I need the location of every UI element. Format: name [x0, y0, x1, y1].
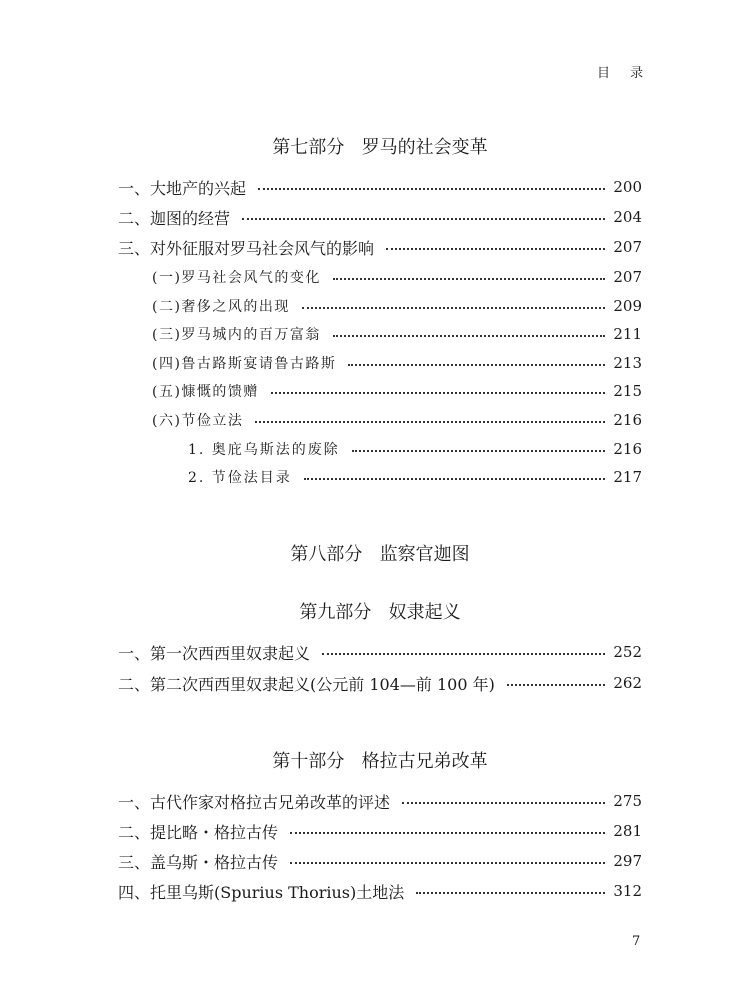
toc-entry-page: 211 — [613, 325, 642, 343]
part-title: 第十部分 格拉古兄弟改革 — [272, 751, 488, 772]
dot-leader — [304, 478, 606, 480]
toc-entry-page: 297 — [613, 852, 642, 870]
dot-leader — [402, 802, 605, 804]
toc-entry-label: 二、提比略・格拉古传 — [118, 822, 279, 842]
toc-entry-page: 207 — [613, 268, 642, 286]
toc-entry[interactable] — [118, 789, 642, 813]
toc-entry-page: 252 — [613, 643, 642, 661]
toc-entry-label: (一)罗马社会风气的变化 — [152, 270, 321, 286]
toc-entry-page: 213 — [613, 354, 642, 372]
part-title: 第七部分 罗马的社会变革 — [272, 137, 488, 158]
dot-leader — [242, 218, 605, 220]
toc-entry[interactable] — [118, 671, 642, 695]
running-head: 目 录 — [597, 66, 652, 81]
toc-entry[interactable] — [118, 235, 642, 259]
toc-entry-label: 三、对外征服对罗马社会风气的影响 — [118, 238, 375, 258]
toc-entry-page: 275 — [613, 792, 642, 810]
dot-leader — [271, 392, 605, 394]
part-title: 第八部分 监察官迦图 — [290, 544, 470, 565]
toc-subsubentry[interactable] — [188, 437, 642, 461]
toc-entry-page: 216 — [613, 440, 642, 458]
toc-subentry[interactable] — [152, 379, 642, 403]
dot-leader — [352, 450, 606, 452]
dot-leader — [290, 832, 605, 834]
toc-entry-label: (三)罗马城内的百万富翁 — [152, 327, 321, 343]
toc-entry-page: 207 — [613, 238, 642, 256]
dot-leader — [290, 862, 605, 864]
toc-entry-label: 一、第一次西西里奴隶起义 — [118, 643, 311, 663]
toc-entry-label: 2. 节俭法目录 — [188, 470, 292, 486]
toc-entry-label: (六)节俭立法 — [152, 413, 244, 429]
toc-entry-label: (五)慷慨的馈赠 — [152, 384, 259, 400]
dot-leader — [255, 421, 605, 423]
toc-entry-page: 217 — [613, 468, 642, 486]
toc-subentry[interactable] — [152, 265, 642, 289]
toc-entry-page: 215 — [613, 382, 642, 400]
toc-subentry[interactable] — [152, 408, 642, 432]
page-number: 7 — [632, 934, 641, 949]
toc-entry-page: 209 — [613, 297, 642, 315]
toc-entry-label: 1. 奥庇乌斯法的废除 — [188, 442, 340, 458]
toc-entry-label: (四)鲁古路斯宴请鲁古路斯 — [152, 356, 337, 372]
toc-entry-page: 262 — [613, 674, 642, 692]
toc-entry-page: 312 — [613, 882, 642, 900]
toc-entry-page: 281 — [613, 822, 642, 840]
dot-leader — [302, 307, 605, 309]
toc-entry[interactable] — [118, 879, 642, 903]
toc-subsubentry[interactable] — [188, 465, 642, 489]
dot-leader — [322, 653, 605, 655]
toc-entry-label: 二、第二次西西里奴隶起义(公元前 104—前 100 年) — [118, 674, 495, 694]
toc-entry[interactable] — [118, 819, 642, 843]
part-title: 第九部分 奴隶起义 — [299, 602, 461, 623]
toc-entry-page: 204 — [613, 208, 642, 226]
toc-entry-label: 二、迦图的经营 — [118, 208, 231, 228]
toc-entry-label: 一、古代作家对格拉古兄弟改革的评述 — [118, 792, 391, 812]
toc-entry-page: 200 — [613, 178, 642, 196]
dot-leader — [386, 248, 605, 250]
dot-leader — [333, 278, 605, 280]
toc-entry-label: (二)奢侈之风的出现 — [152, 299, 290, 315]
toc-entry-label: 三、盖乌斯・格拉古传 — [118, 852, 279, 872]
toc-entry[interactable] — [118, 640, 642, 664]
dot-leader — [333, 335, 605, 337]
toc-subentry[interactable] — [152, 351, 642, 375]
toc-entry[interactable] — [118, 175, 642, 199]
toc-entry[interactable] — [118, 849, 642, 873]
toc-entry-page: 216 — [613, 411, 642, 429]
dot-leader — [348, 364, 605, 366]
toc-subentry[interactable] — [152, 322, 642, 346]
toc-entry-label: 四、托里乌斯(Spurius Thorius)土地法 — [118, 882, 405, 902]
dot-leader — [507, 684, 606, 686]
toc-entry[interactable] — [118, 205, 642, 229]
toc-entry-label: 一、大地产的兴起 — [118, 178, 247, 198]
toc-subentry[interactable] — [152, 294, 642, 318]
dot-leader — [416, 892, 605, 894]
dot-leader — [258, 188, 605, 190]
